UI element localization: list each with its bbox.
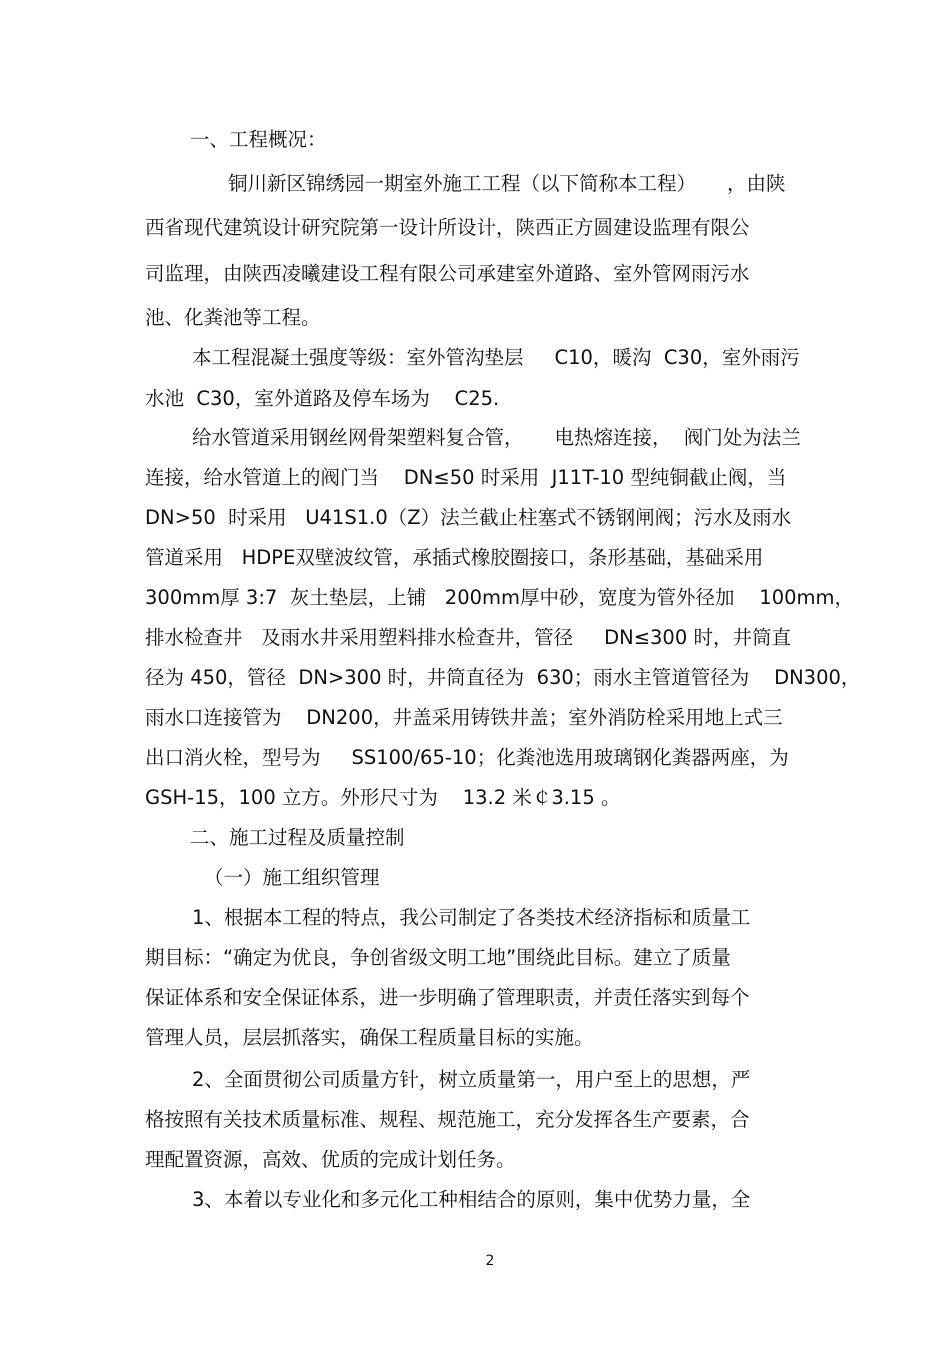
paragraph-line: 铜川新区锦绣园一期室外施工工程（以下简称本工程） ，由陕 <box>228 172 786 195</box>
paragraph-line: 给水管道采用钢丝网骨架塑料复合管， 电热熔连接， 阀门处为法兰 <box>192 426 801 449</box>
paragraph-line: 池、化粪池等工程。 <box>145 306 321 329</box>
paragraph-line: 连接，给水管道上的阀门当 DN≤50 时采用 J11T-10 型纯铜截止阀，当 <box>145 466 787 489</box>
paragraph-line: 3、本着以专业化和多元化工种相结合的原则，集中优势力量，全 <box>192 1188 751 1211</box>
paragraph-line: DN>50 时采用 U41S1.0（Z）法兰截止柱塞式不锈钢闸阀；污水及雨水 <box>145 506 792 529</box>
paragraph-line: 1、根据本工程的特点，我公司制定了各类技术经济指标和质量工 <box>192 906 751 929</box>
paragraph-line: 保证体系和安全保证体系，进一步明确了管理职责，并责任落实到每个 <box>145 986 750 1009</box>
paragraph-line: 排水检查井 及雨水井采用塑料排水检查井，管径 DN≤300 时，井筒直 <box>145 626 791 649</box>
paragraph-line: 雨水口连接管为 DN200，井盖采用铸铁井盖；室外消防栓采用地上式三 <box>145 706 783 729</box>
paragraph-line: 本工程混凝土强度等级：室外管沟垫层 C10，暖沟 C30，室外雨污 <box>192 346 800 369</box>
section-heading-construction: 二、施工过程及质量控制 <box>190 826 405 849</box>
paragraph-line: 管理人员，层层抓落实，确保工程质量目标的实施。 <box>145 1026 594 1049</box>
paragraph-line: 2、全面贯彻公司质量方针，树立质量第一，用户至上的思想，严 <box>192 1068 751 1091</box>
paragraph-line: 水池 C30，室外道路及停车场为 C25. <box>145 387 500 410</box>
paragraph-line: GSH-15，100 立方。外形尺寸为 13.2 米￠3.15 。 <box>145 786 621 809</box>
paragraph-line: 管道采用 HDPE双壁波纹管，承插式橡胶圈接口，条形基础，基础采用 <box>145 546 764 569</box>
paragraph-line: 出口消火栓，型号为 SS100/65-10；化粪池选用玻璃钢化粪器两座，为 <box>145 746 789 769</box>
paragraph-line: 司监理，由陕西凌曦建设工程有限公司承建室外道路、室外管网雨污水 <box>145 262 750 285</box>
paragraph-line: 格按照有关技术质量标准、规程、规范施工，充分发挥各生产要素，合 <box>145 1108 750 1131</box>
section-heading-overview: 一、工程概况： <box>190 128 327 151</box>
page-number: 2 <box>485 1253 495 1269</box>
paragraph-line: 径为 450，管径 DN>300 时，井筒直径为 630；雨水主管道管径为 DN300， <box>145 666 861 689</box>
paragraph-line: 西省现代建筑设计研究院第一设计所设计，陕西正方圆建设监理有限公 <box>145 216 750 239</box>
subsection-heading: （一）施工组织管理 <box>204 866 380 889</box>
paragraph-line: 300mm厚 3:7 灰土垫层，上铺 200mm厚中砂，宽度为管外径加 100mm， <box>145 586 854 609</box>
paragraph-line: 期目标：“确定为优良，争创省级文明工地”围绕此目标。建立了质量 <box>145 946 731 969</box>
paragraph-line: 理配置资源，高效、优质的完成计划任务。 <box>145 1148 516 1171</box>
